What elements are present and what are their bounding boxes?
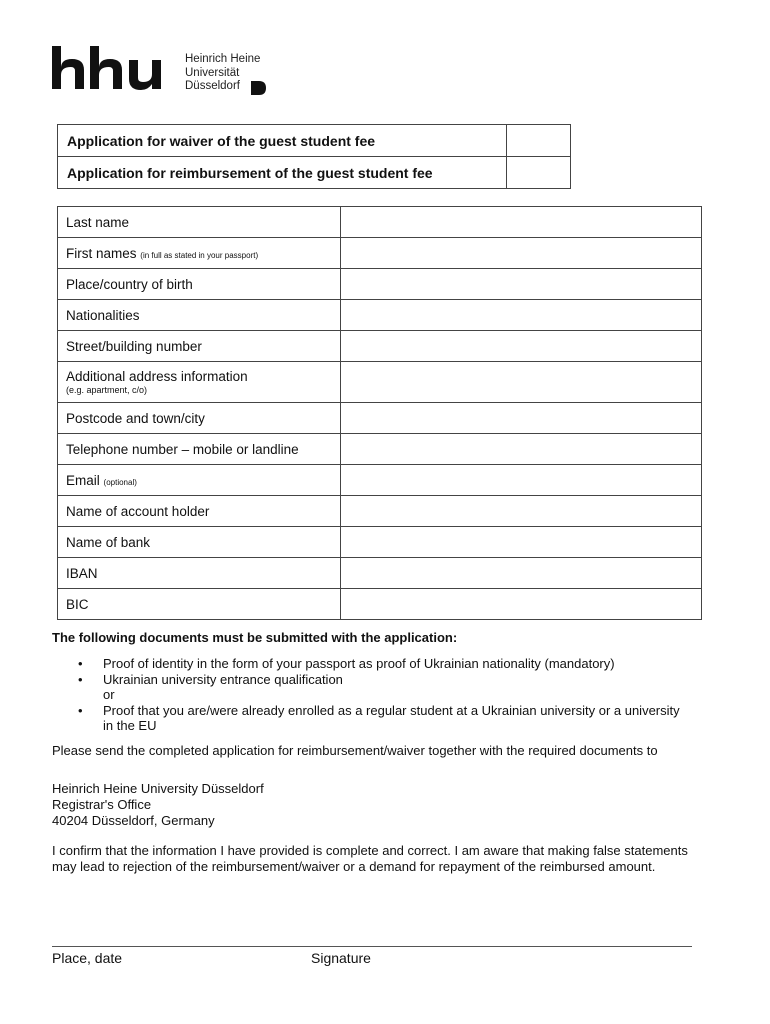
postal-address bbox=[52, 781, 692, 829]
field-hint: (in full as stated in your passport) bbox=[140, 250, 259, 260]
telephone-input[interactable] bbox=[341, 434, 702, 465]
field-label: Street/building number bbox=[58, 331, 341, 362]
university-name: Heinrich Heine Universität Düsseldorf bbox=[185, 53, 261, 92]
form-row bbox=[58, 403, 702, 434]
form-row bbox=[58, 434, 702, 465]
list-item: • Proof that you are/were already enrolled as a regular student at a Ukrainian university or a university in the EU bbox=[52, 703, 692, 734]
signature-label: Signature bbox=[311, 950, 371, 966]
email-input[interactable] bbox=[341, 465, 702, 496]
hhu-logo bbox=[52, 42, 282, 94]
nationalities-input[interactable] bbox=[341, 300, 702, 331]
form-row bbox=[58, 589, 702, 620]
personal-data-table bbox=[57, 206, 702, 620]
reimbursement-checkbox[interactable] bbox=[507, 157, 571, 189]
list-item: • Proof of identity in the form of your passport as proof of Ukrainian nationality (mandatory) bbox=[52, 656, 692, 672]
form-row bbox=[58, 362, 702, 403]
field-label: BIC bbox=[58, 589, 341, 620]
field-label: First names (in full as stated in your passport) bbox=[58, 238, 341, 269]
bank-name-input[interactable] bbox=[341, 527, 702, 558]
last-name-input[interactable] bbox=[341, 207, 702, 238]
field-label: Email (optional) bbox=[58, 465, 341, 496]
street-input[interactable] bbox=[341, 331, 702, 362]
field-label: Telephone number – mobile or landline bbox=[58, 434, 341, 465]
documents-heading: The following documents must be submitted with the application: bbox=[52, 630, 458, 645]
list-item: or bbox=[103, 687, 115, 702]
application-type-label: Application for reimbursement of the guest student fee bbox=[58, 157, 507, 189]
form-row bbox=[58, 465, 702, 496]
list-item: • Ukrainian university entrance qualification bbox=[52, 672, 692, 688]
form-row bbox=[58, 331, 702, 362]
field-label: Name of account holder bbox=[58, 496, 341, 527]
address-line: Registrar's Office bbox=[52, 797, 152, 812]
signature-line bbox=[52, 946, 692, 947]
application-type-row bbox=[58, 157, 571, 189]
account-holder-input[interactable] bbox=[341, 496, 702, 527]
place-date-label: Place, date bbox=[52, 950, 123, 966]
waiver-checkbox[interactable] bbox=[507, 125, 571, 157]
field-label: Postcode and town/city bbox=[58, 403, 341, 434]
field-hint: (optional) bbox=[103, 477, 137, 487]
application-type-label: Application for waiver of the guest student fee bbox=[58, 125, 507, 157]
send-instructions: Please send the completed application for reimbursement/waiver together with the required documents to bbox=[52, 743, 658, 758]
form-row bbox=[58, 558, 702, 589]
form-row bbox=[58, 238, 702, 269]
form-row bbox=[58, 207, 702, 238]
birthplace-input[interactable] bbox=[341, 269, 702, 300]
application-type-row bbox=[58, 125, 571, 157]
address-line: Heinrich Heine University Düsseldorf bbox=[52, 781, 264, 796]
documents-list bbox=[52, 656, 692, 734]
field-label: Last name bbox=[58, 207, 341, 238]
field-hint: (e.g. apartment, c/o) bbox=[66, 385, 148, 395]
hhu-logo-mark bbox=[52, 42, 176, 94]
form-row bbox=[58, 300, 702, 331]
form-row bbox=[58, 527, 702, 558]
application-type-table bbox=[57, 124, 571, 189]
bic-input[interactable] bbox=[341, 589, 702, 620]
form-row bbox=[58, 269, 702, 300]
postcode-city-input[interactable] bbox=[341, 403, 702, 434]
form-row bbox=[58, 496, 702, 527]
logo-d-icon bbox=[251, 81, 267, 95]
field-label: Additional address information (e.g. apartment, c/o) bbox=[58, 362, 341, 403]
field-label: IBAN bbox=[58, 558, 341, 589]
field-label: Place/country of birth bbox=[58, 269, 341, 300]
field-label: Nationalities bbox=[58, 300, 341, 331]
iban-input[interactable] bbox=[341, 558, 702, 589]
field-label: Name of bank bbox=[58, 527, 341, 558]
first-names-input[interactable] bbox=[341, 238, 702, 269]
address-line: 40204 Düsseldorf, Germany bbox=[52, 813, 215, 828]
confirmation-statement: I confirm that the information I have provided is complete and correct. I am aware that making false statements may lead to rejection of the reimbursement/waiver or a demand for repayment of the reimbursed amount. bbox=[52, 843, 688, 874]
additional-address-input[interactable] bbox=[341, 362, 702, 403]
